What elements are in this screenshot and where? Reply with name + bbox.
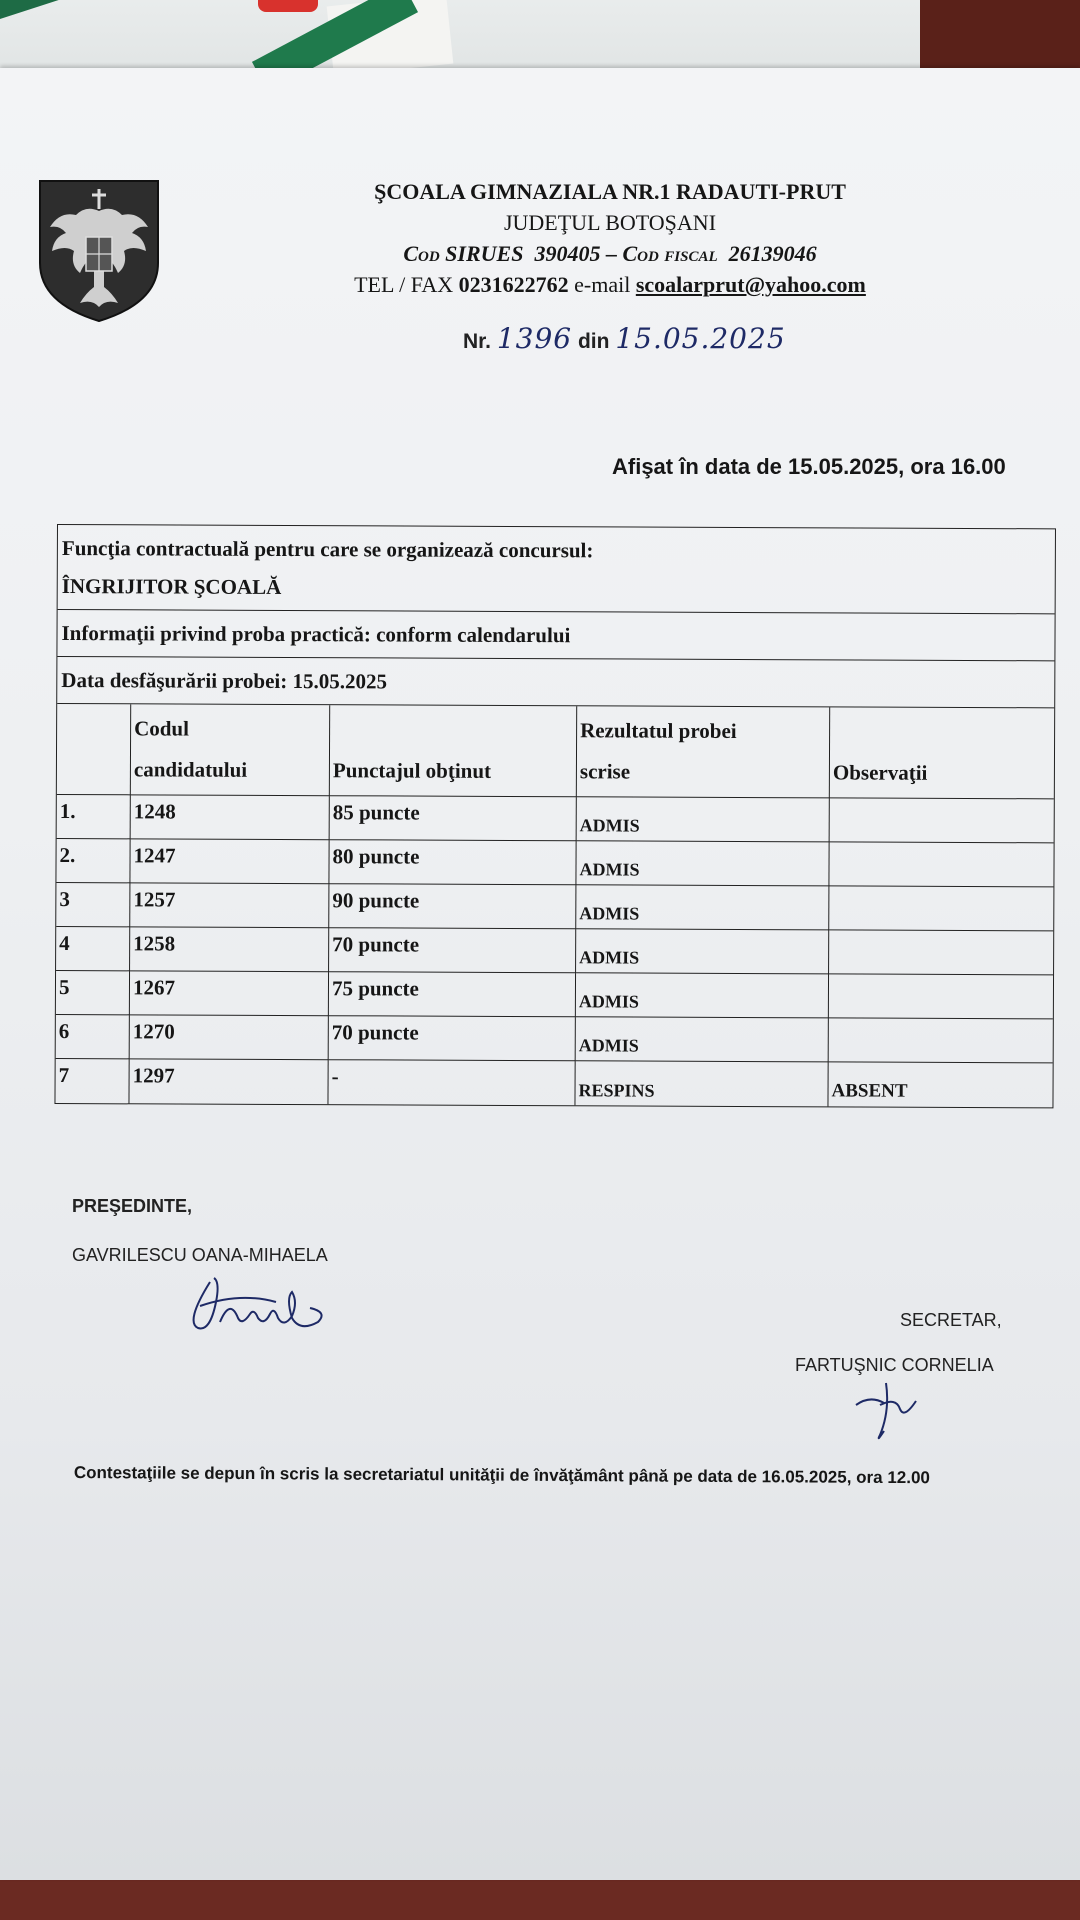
- school-header: [300, 176, 920, 300]
- tel-label: TEL / FAX: [354, 272, 454, 297]
- exam-date: Data desfăşurării probei: 15.05.2025: [57, 657, 1054, 708]
- practical-info: Informaţii privind proba practică: conform calendarului: [57, 610, 1054, 661]
- row-score-cell: 90 puncte: [329, 884, 576, 929]
- function-info: [58, 525, 1055, 614]
- email-link[interactable]: scoalarprut@yahoo.com: [635, 272, 866, 297]
- row-notes-cell: ABSENT: [831, 1080, 908, 1102]
- row-notes-cell: [829, 842, 1053, 887]
- president-title: PREŞEDINTE,: [72, 1196, 193, 1216]
- header-result-line2: scrise: [579, 759, 631, 784]
- school-codes: [300, 238, 920, 269]
- row-score-cell: -: [328, 1060, 575, 1105]
- row-score-cell: 70 puncte: [329, 1016, 576, 1061]
- row-nr-cell: 6: [56, 1015, 130, 1059]
- school-name: ŞCOALA GIMNAZIALA NR.1 RADAUTI-PRUT: [374, 179, 846, 204]
- tel-value: 0231622762: [458, 272, 569, 297]
- cod-fiscal-value: 26139046: [728, 241, 817, 266]
- president-signature-icon: [180, 1262, 330, 1342]
- school-contact: [300, 269, 920, 300]
- nr-value-handwritten: 1396: [496, 322, 573, 355]
- header-code: [131, 704, 330, 796]
- header-result-line1: Rezultatul probei: [580, 718, 737, 743]
- header-nr: [57, 704, 131, 795]
- row-nr-cell: 3: [56, 883, 130, 927]
- cod-fiscal-label: Cod fiscal: [622, 241, 718, 266]
- row-code-cell: 1267: [130, 971, 329, 1016]
- results-grid: [55, 704, 1054, 1107]
- romania-coat-of-arms-icon: [36, 175, 162, 323]
- row-code-cell: 1270: [130, 1015, 329, 1060]
- row-result-cell: ADMIS: [576, 929, 829, 974]
- nr-label: Nr.: [463, 330, 492, 353]
- row-result-cell: ADMIS: [576, 841, 829, 886]
- row-result-cell: RESPINS: [575, 1061, 828, 1106]
- row-score-cell: 70 puncte: [329, 928, 576, 973]
- function-value: ÎNGRIJITOR ŞCOALĂ: [61, 574, 282, 599]
- registration-line: [463, 322, 786, 355]
- results-table: [54, 524, 1056, 1108]
- row-nr-cell: 7: [55, 1059, 129, 1103]
- row-score-cell: 80 puncte: [329, 840, 576, 885]
- contest-note: Contestaţiile se depun în scris la secretariatul unităţii de învăţământ până pe data de 16.05.2025, ora 12.00: [73, 1463, 930, 1488]
- din-label: din: [577, 330, 610, 353]
- row-score-cell: 75 puncte: [329, 972, 576, 1017]
- row-notes-cell: [830, 798, 1054, 843]
- president-name: GAVRILESCU OANA-MIHAELA: [72, 1245, 328, 1265]
- row-nr-cell: 5: [56, 971, 130, 1015]
- row-code-cell: 1247: [130, 839, 329, 884]
- codes-separator: –: [605, 241, 617, 266]
- header-score: Punctajul obţinut: [330, 705, 577, 797]
- row-notes-cell: [829, 1018, 1053, 1063]
- header-result: [577, 706, 830, 798]
- row-result-cell: ADMIS: [576, 885, 829, 930]
- row-code-cell: 1257: [130, 883, 329, 928]
- row-code-cell: 1297: [129, 1059, 328, 1104]
- header-code-line2: candidatului: [133, 757, 248, 782]
- row-nr-cell: 2.: [56, 839, 130, 883]
- date-handwritten: 15.05.2025: [615, 322, 786, 355]
- secretary-signature-icon: [850, 1375, 940, 1445]
- function-label: Funcţia contractuală pentru care se organizează concursul:: [61, 536, 594, 563]
- red-tab: [258, 0, 318, 12]
- secretary-name: FARTUŞNIC CORNELIA: [795, 1355, 994, 1375]
- row-notes-cell: [829, 930, 1053, 975]
- posted-date: Afişat în data de 15.05.2025, ora 16.00: [612, 454, 1006, 479]
- header-notes: Observaţii: [830, 707, 1054, 799]
- row-result-cell: ADMIS: [576, 973, 829, 1018]
- row-nr-cell: 4: [56, 927, 130, 971]
- desk-corner: [920, 0, 1080, 70]
- email-label: e-mail: [574, 272, 631, 297]
- row-score-cell: 85 puncte: [330, 796, 577, 841]
- header-code-line1: Codul: [134, 716, 190, 741]
- secretary-title: SECRETAR,: [900, 1310, 1002, 1330]
- school-county: JUDEŢUL BOTOŞANI: [503, 210, 717, 235]
- row-result-cell: ADMIS: [576, 1017, 829, 1062]
- cod-sirues-value: 390405: [534, 241, 601, 266]
- row-nr-cell: 1.: [57, 795, 131, 839]
- row-notes-cell: [829, 974, 1053, 1019]
- row-code-cell: 1258: [130, 927, 329, 972]
- row-code-cell: 1248: [131, 795, 330, 840]
- row-notes-cell: [829, 886, 1053, 931]
- cod-sirues-label: Cod SIRUES: [403, 241, 524, 266]
- row-result-cell: ADMIS: [577, 797, 830, 842]
